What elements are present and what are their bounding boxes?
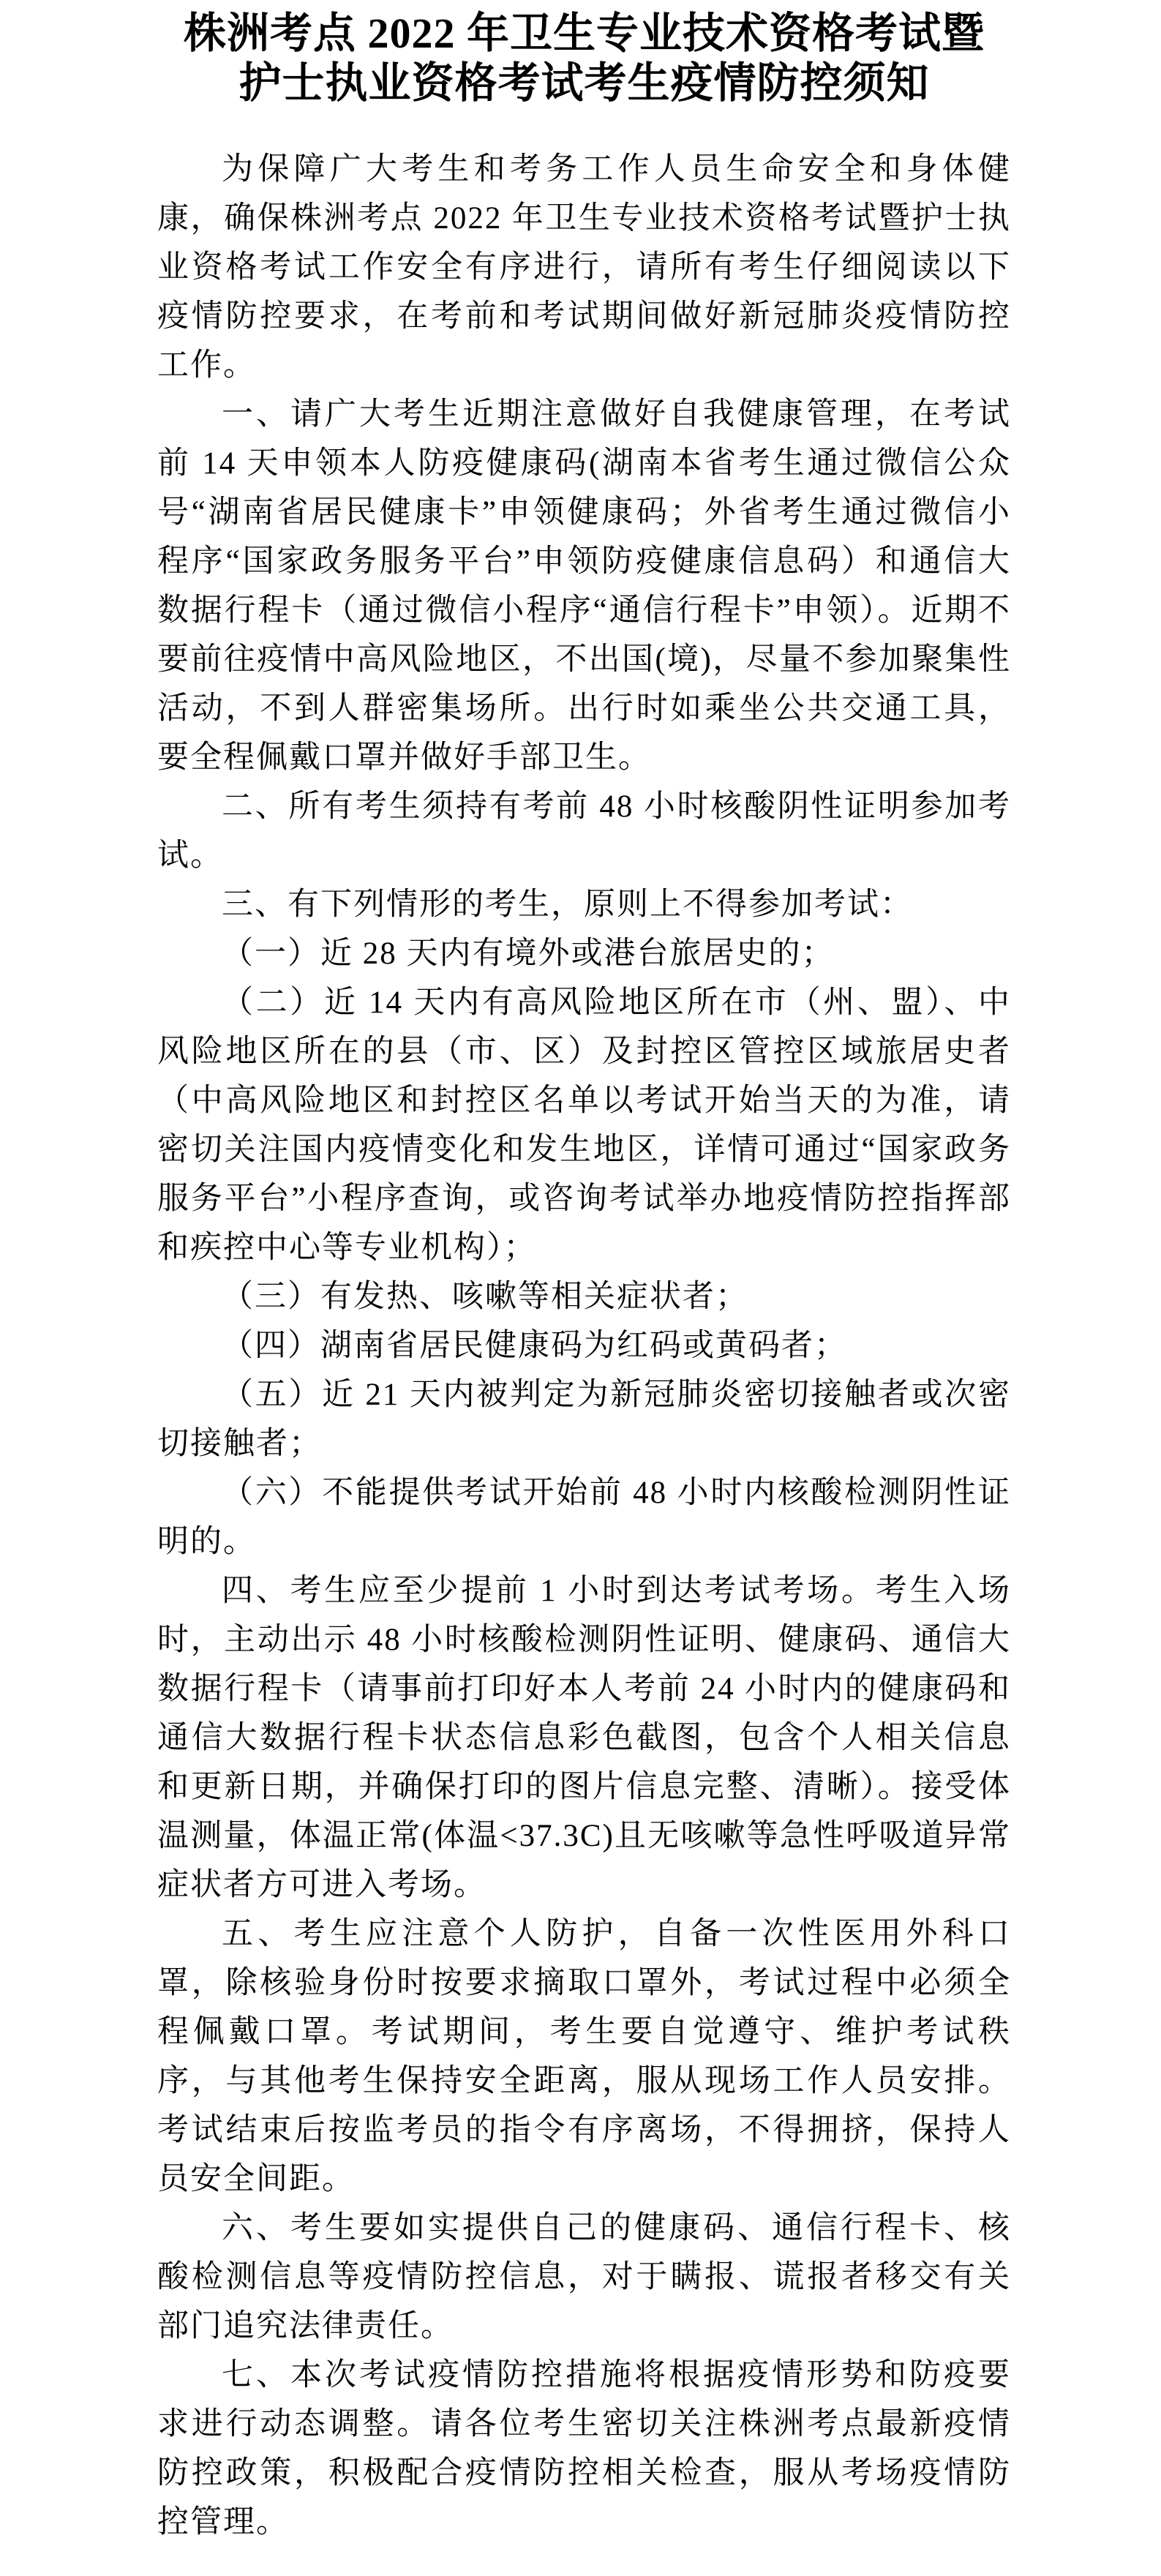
paragraph-10: （六）不能提供考试开始前 48 小时内核酸检测阴性证明的。 — [157, 1476, 1011, 1559]
paragraph-9: （五）近 21 天内被判定为新冠肺炎密切接触者或次密切接触者； — [157, 1378, 1011, 1461]
paragraph-3: 二、所有考生须持有考前 48 小时核酸阴性证明参加考试。 — [157, 789, 1011, 873]
paragraph-4: 三、有下列情形的考生，原则上不得参加考试： — [222, 887, 913, 922]
document-body — [157, 145, 1011, 2547]
paragraph-8: （四）湖南省居民健康码为红码或黄码者； — [222, 1329, 847, 1363]
document-title — [157, 9, 1011, 108]
paragraph-7: （三）有发热、咳嗽等相关症状者； — [222, 1280, 748, 1314]
paragraph-12: 五、考生应注意个人防护，自备一次性医用外科口罩，除核验身份时按要求摘取口罩外，考试过程中必须全程佩戴口罩。考试期间，考生要自觉遵守、维护考试秩序，与其他考生保持安全距离，服从现场工作人员安排。考试结束后按监考员的指令有序离场，不得拥挤，保持人员安全间距。 — [157, 1917, 1011, 2196]
paragraph-5: （一）近 28 天内有境外或港台旅居史的； — [222, 936, 835, 971]
paragraph-2: 一、请广大考生近期注意做好自我健康管理，在考试前 14 天申领本人防疫健康码(湖南本省考生通过微信公众号“湖南省居民健康卡”申领健康码；外省考生通过微信小程序“国家政务服务平台”申领防疫健康信息码）和通信大数据行程卡（通过微信小程序“通信行程卡”申领）。近期不要前往疫情中高风险地区，不出国(境)，尽量不参加聚集性活动，不到人群密集场所。出行时如乘坐公共交通工具，要全程佩戴口罩并做好手部卫生。 — [157, 397, 1011, 775]
paragraph-14: 七、本次考试疫情防控措施将根据疫情形势和防疫要求进行动态调整。请各位考生密切关注株洲考点最新疫情防控政策，积极配合疫情防控相关检查，服从考场疫情防控管理。 — [157, 2358, 1011, 2539]
paragraph-6: （二）近 14 天内有高风险地区所在市（州、盟）、中风险地区所在的县（市、区）及封控区管控区域旅居史者（中高风险地区和封控区名单以考试开始当天的为准，请密切关注国内疫情变化和发生地区，详情可通过“国家政务服务平台”小程序查询，或咨询考试举办地疫情防控指挥部和疾控中心等专业机构）； — [157, 985, 1011, 1265]
paragraph-13: 六、考生要如实提供自己的健康码、通信行程卡、核酸检测信息等疫情防控信息，对于瞒报、谎报者移交有关部门追究法律责任。 — [157, 2211, 1011, 2343]
paragraph-1: 为保障广大考生和考务工作人员生命安全和身体健康，确保株洲考点 2022 年卫生专业技术资格考试暨护士执业资格考试工作安全有序进行，请所有考生仔细阅读以下疫情防控要求，在考前和考试期间做好新冠肺炎疫情防控工作。 — [157, 152, 1011, 383]
title-line-1: 株洲考点 2022 年卫生专业技术资格考试暨 — [183, 10, 985, 57]
paragraph-11: 四、考生应至少提前 1 小时到达考试考场。考生入场时，主动出示 48 小时核酸检测阴性证明、健康码、通信大数据行程卡（请事前打印好本人考前 24 小时内的健康码和通信大数据行程卡状态信息彩色截图，包含个人相关信息和更新日期，并确保打印的图片信息完整、清晰）。接受体温测量，体温正常(体温<37.3C)且无咳嗽等急性呼吸道异常症状者方可进入考场。 — [157, 1574, 1011, 1902]
title-line-2: 护士执业资格考试考生疫情防控须知 — [238, 59, 930, 107]
